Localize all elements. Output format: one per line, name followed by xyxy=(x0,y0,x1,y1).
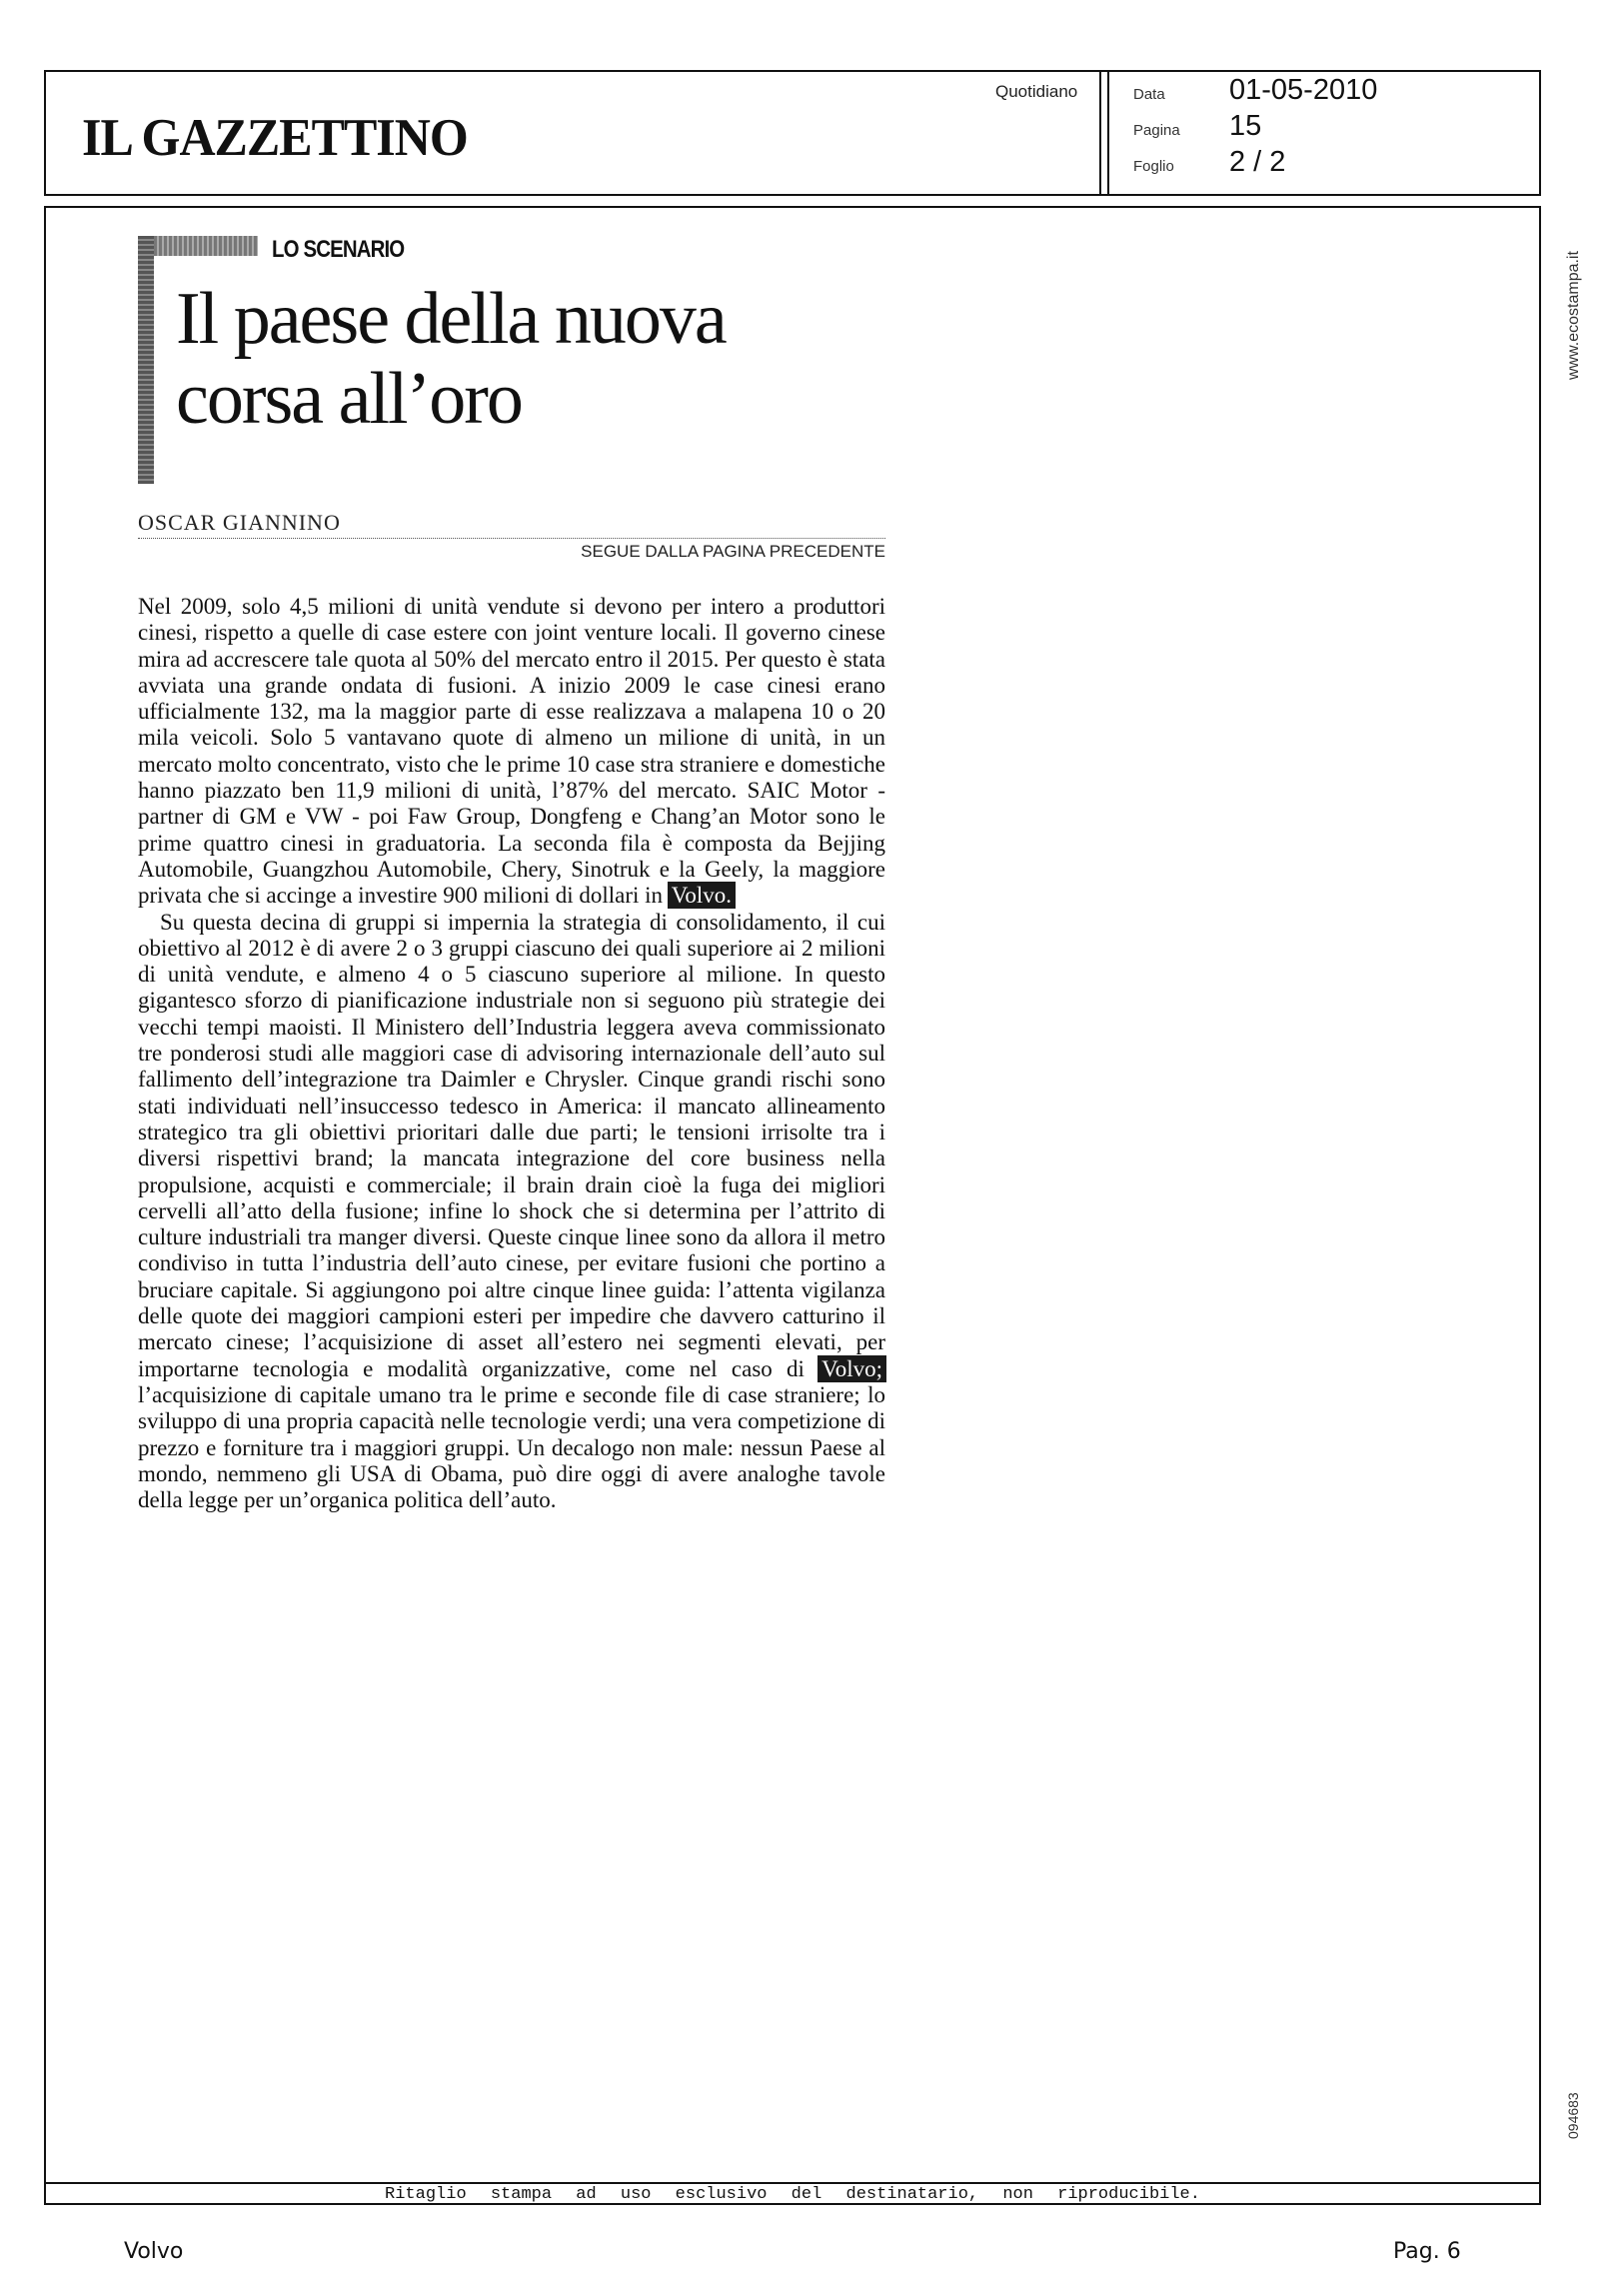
article-kicker: LO SCENARIO xyxy=(272,236,405,263)
sheet-value: 2 / 2 xyxy=(1229,146,1286,178)
author-rule xyxy=(138,538,885,539)
kicker-bar xyxy=(154,236,258,256)
page-value: 15 xyxy=(1229,110,1262,142)
page-topic: Volvo xyxy=(124,2239,184,2264)
highlight-volvo-1: Volvo. xyxy=(669,883,735,908)
side-url: www.ecostampa.it xyxy=(1565,251,1582,380)
paragraph-2-text-a: Su questa decina di gruppi si impernia la strategia di consolidamento, il cui obiettivo al 2012 è di avere 2 o 3 gruppi ciascuno dei quali superiore ai 2 milioni di unità vendute, e almeno 4 o 5 ciascuno superiore al milione. In questo gigantesco sforzo di pianificazione industriale non si seguono più strategie dei vecchi tempi maoisti. Il Ministero dell’Industria leggera aveva commissionato tre ponderosi studi alle maggiori case di advisoring internazionale dell’auto sul fallimento dell’integrazione tra Daimler e Chrysler. Cinque grandi rischi sono stati individuati nell’insuccesso tedesco in America: il mancato allineamento strategico tra gli obiettivi prioritari dalle due parti; le tensioni irrisolte tra i diversi rispettivi brand; la mancata integrazione del core business nella propulsione, acquisti e commerciale; il brain drain cioè la fuga dei migliori cervelli all’atto della fusione; infine lo shock che si determina per l’attrito di culture industriali tra manger diversi. Queste cinque linee sono da allora il metro condiviso in tutta l’industria dell’auto cinese, per evitare fusioni che portino a bruciare capitale. Si aggiungono poi altre cinque linee guida: l’attenta vigilanza delle quote dei maggiori campioni esteri per impedire che davvero catturino il mercato cinese; l’acquisizione di asset all’estero nei segmenti elevati, per importarne tecnologia e modalità organizzative, come nel caso di xyxy=(138,909,885,1381)
footer-notice: Ritaglio stampa ad uso esclusivo del destinatario, non riproducibile. xyxy=(385,2185,1200,2204)
page-label: Pagina xyxy=(1133,122,1180,139)
article-author: OSCAR GIANNINO xyxy=(138,510,341,535)
continued-from: SEGUE DALLA PAGINA PRECEDENTE xyxy=(581,542,885,561)
paragraph-2 xyxy=(138,910,885,1514)
date-label: Data xyxy=(1133,86,1165,103)
heading-bracket xyxy=(138,236,154,484)
paragraph-1 xyxy=(138,594,885,910)
article-body xyxy=(138,594,885,1513)
header-divider xyxy=(1099,70,1109,196)
paragraph-2-text-b: l’acquisizione di capitale umano tra le prime e seconde file di case straniere; lo sviluppo di una propria capacità nelle tecnologie verdi; una vera competizione di prezzo e forniture tra i maggiori gruppi. Un decalogo non male: nessun Paese al mondo, nemmeno gli USA di Obama, può dire oggi di avere analoghe tavole della legge per un’organica politica dell’auto. xyxy=(138,1381,885,1513)
highlight-volvo-2: Volvo; xyxy=(818,1356,885,1381)
page-number: Pag. 6 xyxy=(1393,2239,1461,2264)
footer-divider xyxy=(44,2182,1541,2184)
masthead-logo: IL GAZZETTINO xyxy=(82,107,468,167)
paragraph-1-text: Nel 2009, solo 4,5 milioni di unità vendute si devono per intero a produttori cinesi, rispetto a quelle di case estere con joint venture locali. Il governo cinese mira ad accrescere tale quota al 50% del mercato entro il 2015. Per questo è stata avviata una grande ondata di fusioni. A inizio 2009 le case cinesi erano ufficialmente 132, ma la maggior parte di esse realizzava a malapena 10 o 20 mila veicoli. Solo 5 vantavano quote di almeno un milione di unità, in un mercato molto concentrato, visto che le prime 10 case stra straniere e domestiche hanno piazzato ben 11,9 milioni di unità, l’87% del mercato. SAIC Motor - partner di GM e VW - poi Faw Group, Dongfeng e Chang’an Motor sono le prime quattro cinesi in graduatoria. La seconda fila è composta da Bejjing Automobile, Guangzhou Automobile, Chery, Sinotruk e la Geely, la maggiore privata che si accinge a investire 900 milioni di dollari in xyxy=(138,594,885,909)
date-value: 01-05-2010 xyxy=(1229,74,1378,106)
article-headline: Il paese della nuova corsa all’oro xyxy=(176,278,726,440)
publication-type: Quotidiano xyxy=(995,82,1078,101)
sheet-label: Foglio xyxy=(1133,158,1174,175)
side-code: 094683 xyxy=(1565,2092,1581,2139)
